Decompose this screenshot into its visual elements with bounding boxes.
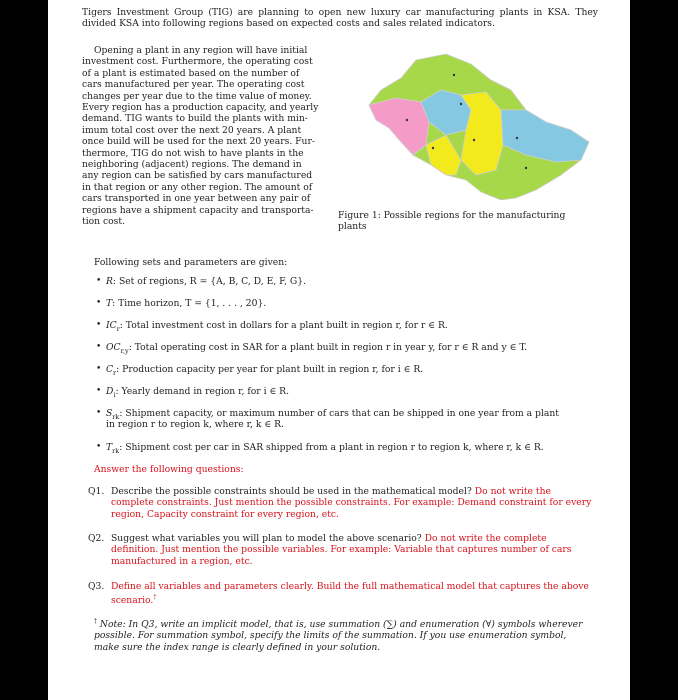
para-line: of a plant is estimated based on the number of bbox=[82, 67, 300, 79]
bullet-symbol: OC bbox=[106, 342, 121, 353]
given-heading: Following sets and parameters are given: bbox=[94, 257, 288, 268]
bullet-text: : Set of regions, R = {A, B, C, D, E, F, G}. bbox=[112, 276, 307, 287]
footnote-mark: † bbox=[94, 618, 97, 625]
bullet-symbol: T bbox=[106, 442, 113, 453]
question-1 bbox=[88, 486, 594, 520]
bullet-symbol: R bbox=[106, 276, 113, 287]
question-3 bbox=[88, 581, 594, 607]
para-line: cars manufactured per year. The operating cost bbox=[82, 79, 305, 91]
para-line: neighboring (adjacent) regions. The demand in bbox=[82, 159, 302, 171]
intro-text: Tigers Investment Group (TIG) are planning to open new luxury car manufacturing plants in KSA. They divided KSA into following regions based on expected costs and sales related indicators. bbox=[82, 7, 598, 30]
bullet-symbol: T bbox=[106, 298, 113, 309]
para-line: regions have a shipment capacity and transporta- bbox=[82, 204, 314, 216]
para-line: investment cost. Furthermore, the operating cost bbox=[82, 56, 313, 68]
question-text: Describe the possible constraints should be used in the mathematical model? bbox=[111, 486, 472, 497]
question-text: Define all variables and parameters clearly. Build the full mathematical model that captures the above scenario. bbox=[111, 581, 589, 607]
footnote-note bbox=[94, 616, 594, 653]
bullet-symbol: IC bbox=[106, 320, 117, 331]
para-line: tion cost. bbox=[82, 216, 126, 228]
bullet-subscript: r bbox=[113, 368, 117, 377]
bullet-symbol: S bbox=[106, 408, 113, 419]
region-dot bbox=[525, 167, 527, 169]
bullet-item: • R: Set of regions, R = {A, B, C, D, E, F, G}. bbox=[96, 276, 307, 287]
question-hint: Do not write the complete constraints. Just mention the possible constraints. For example: Demand constraint for every region, Capacity constraint for every region, etc. bbox=[111, 486, 592, 520]
question-text: Suggest what variables you will plan to model the above scenario? bbox=[111, 533, 422, 544]
question-number: Q2. bbox=[88, 533, 105, 544]
para-line: once build will be used for the next 20 years. Fur- bbox=[82, 136, 315, 148]
bullet-item: • T: Time horizon, T = {1, . . . , 20}. bbox=[96, 298, 267, 309]
para-line: Opening a plant in any region will have initial bbox=[94, 45, 308, 56]
question-number: Q1. bbox=[88, 486, 105, 497]
question-number: Q3. bbox=[88, 581, 105, 592]
bullet-text: : Shipment cost per car in SAR shipped from a plant in region r to region k, where r, k ∈ R. bbox=[119, 442, 544, 453]
bullet-text: : Production capacity per year for plant built in region r, for i ∈ R. bbox=[116, 364, 424, 375]
bullet-item: • $T_{rk}$: Shipment cost per car in SAR shipped from a plant in region r to region k, where r, k ∈ R. bbox=[96, 442, 544, 455]
para-line: any region can be satisfied by cars manufactured bbox=[82, 170, 313, 182]
question-hint: Do not write the complete definition. Just mention the possible variables. For example: Variable that captures number of cars manufactured in a region, etc. bbox=[111, 533, 572, 567]
region-dot bbox=[516, 137, 518, 139]
para-line: imum total cost over the next 20 years. A plant bbox=[82, 124, 302, 136]
bullet-text: : Shipment capacity, or maximum number of cars that can be shipped in one year from a plant bbox=[119, 408, 559, 419]
bullet-text-continued: in region r to region k, where r, k ∈ R. bbox=[106, 419, 284, 431]
note-text: Note: In Q3, write an implicit model, that is, use summation (∑) and enumeration (∀) symbols wherever possible. For summation symbol, specify the limits of the summation. If you use enumeration symbol, make sure the index range is clearly defined in your solution. bbox=[94, 619, 583, 653]
region-dot bbox=[453, 74, 455, 76]
question-2 bbox=[88, 533, 594, 567]
para-line: changes per year due to the time value of money. bbox=[82, 90, 312, 102]
bullet-item: • $OC_{r,y}$: Total operating cost in SAR for a plant built in region r in year y, for r ∈ R and y ∈ T. bbox=[96, 342, 528, 355]
para-line: thermore, TIG do not wish to have plants in the bbox=[82, 147, 304, 159]
bullet-subscript: r bbox=[116, 324, 120, 333]
caption-line: Figure 1: Possible regions for the manufacturing bbox=[338, 210, 566, 221]
region-dot bbox=[473, 139, 475, 141]
bullet-subscript: i bbox=[113, 390, 116, 399]
bullet-item: • $C_r$: Production capacity per year for plant built in region r, for i ∈ R. bbox=[96, 364, 424, 377]
bullet-text: : Total investment cost in dollars for a plant built in region r, for r ∈ R. bbox=[119, 320, 448, 331]
ksa-regions-map bbox=[351, 50, 601, 200]
region-dot bbox=[406, 119, 408, 121]
bullet-item: • $S_{rk}$: Shipment capacity, or maximum number of cars that can be shipped in one year from a plant in region r to region k, where r, k ∈ R. bbox=[96, 408, 559, 431]
bullet-subscript: rk bbox=[112, 412, 120, 421]
figure-caption bbox=[338, 210, 588, 233]
region-dot bbox=[432, 147, 434, 149]
bullet-subscript: r,y bbox=[120, 346, 129, 355]
para-line: in that region or any other region. The amount of bbox=[82, 181, 313, 193]
bullet-subscript: rk bbox=[112, 446, 120, 455]
para-line: Every region has a production capacity, and yearly bbox=[82, 102, 319, 114]
para-line: demand. TIG wants to build the plants with min- bbox=[82, 113, 308, 125]
document-page bbox=[48, 0, 630, 700]
map-region-pink bbox=[369, 98, 429, 155]
bullet-symbol: D bbox=[106, 386, 114, 397]
bullet-text: : Yearly demand in region r, for i ∈ R. bbox=[115, 386, 290, 397]
scenario-paragraph bbox=[82, 45, 328, 228]
answer-heading: Answer the following questions: bbox=[94, 464, 244, 475]
map-region-yellow bbox=[461, 92, 503, 175]
bullet-text: : Total operating cost in SAR for a plant built in region r in year y, for r ∈ R and y ∈ T. bbox=[128, 342, 528, 353]
region-dot bbox=[460, 103, 462, 105]
bullet-symbol: C bbox=[106, 364, 114, 375]
footnote-mark: † bbox=[153, 594, 157, 602]
bullet-text: : Time horizon, T = {1, . . . , 20}. bbox=[112, 298, 267, 309]
bullet-item: • $IC_r$: Total investment cost in dollars for a plant built in region r, for r ∈ R. bbox=[96, 320, 448, 333]
bullet-item: • $D_i$: Yearly demand in region r, for i ∈ R. bbox=[96, 386, 290, 399]
para-line: cars transported in one year between any pair of bbox=[82, 193, 311, 205]
caption-line: plants bbox=[338, 221, 367, 233]
